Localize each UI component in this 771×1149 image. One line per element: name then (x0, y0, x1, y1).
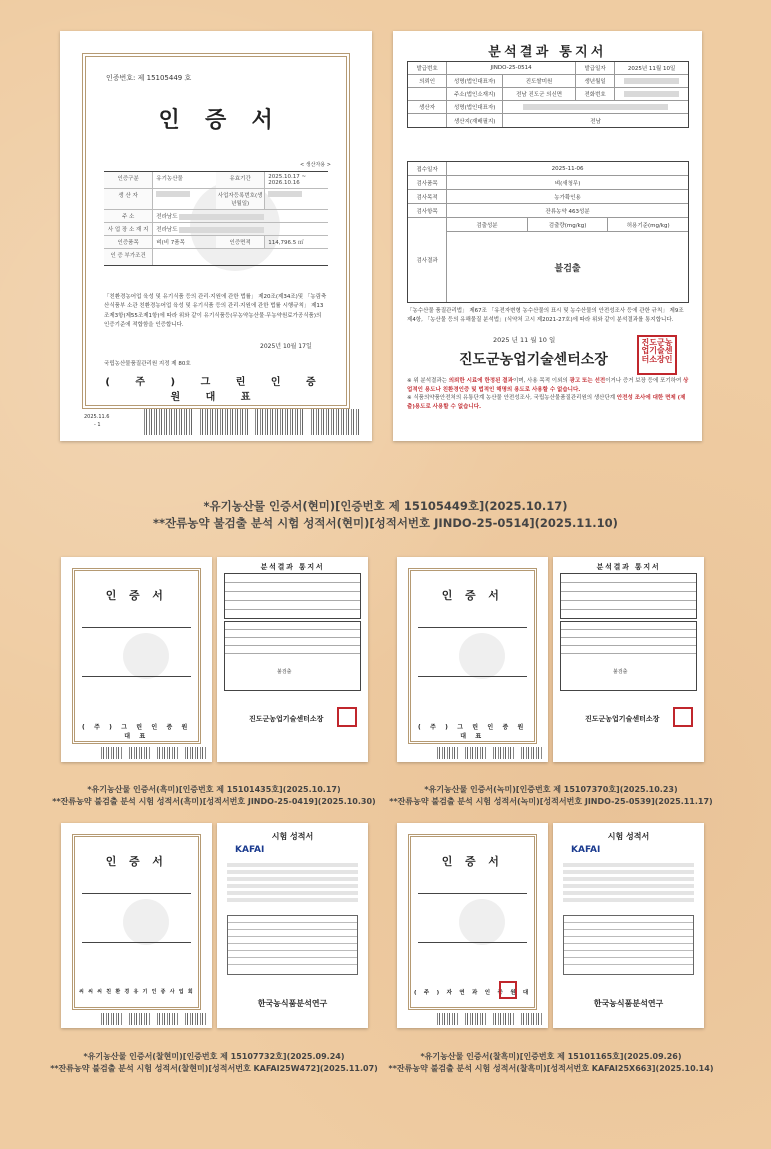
redacted-field (624, 91, 679, 97)
thumb-certificate-chalhyeonmi: 인 증 서 씨 씨 씨 친 환 경 유 기 인 증 사 업 회 (61, 823, 212, 1028)
thumb-certificate-heukmi: 인 증 서 ( 주 ) 그 린 인 증 원 대 표 (61, 557, 212, 762)
table-row: 인증품목 벼(비 7품목 인증면적 114,796.5 ㎡ (104, 236, 328, 249)
redacted-field (179, 214, 263, 220)
caption-heukmi-2: **잔류농약 불검출 분석 시험 성적서(흑미)[성적서번호 JINDO-25-0419](2025.10.30) (52, 797, 376, 806)
thumb-report-nokmi: 분석결과 통지서 불검출 진도군농업기술센터소장 (553, 557, 704, 762)
table-row: 인증구분 유기농산물 유효기간 2025.10.17 ~ 2026.10.16 (104, 172, 328, 189)
certificate-date: 2025년 10월 17일 (260, 343, 312, 350)
thumb-certificate-nokmi: 인 증 서 ( 주 ) 그 린 인 증 원 대 표 (397, 557, 548, 762)
thumb-certificate-chalheukmi: 인 증 서 ( 주 ) 자 연 과 인 증 원 대 (397, 823, 548, 1028)
main-analysis-report (393, 31, 702, 441)
law-text: 「농수산물 품질관리법」 제67조 「유전자변형 농수산물의 표시 및 농수산물의 안전성조사 등에 관한 규칙」 제9조 제4항, 「농산물 등의 유해물질 분석법」(식약처 고시 제2021-27호)에 따라 위와 같이 분석결과를 통지합니다. (407, 308, 684, 323)
red-stamp (499, 981, 517, 999)
result-value: 불검출 (554, 263, 581, 274)
certificate-title: 인 증 서 (158, 107, 282, 133)
report-header-table: 발급번호 JINDO-25-0514 발급일자 2025년 11월 10일 의뢰인 성명(법인대표자) 진도쌀미원 생년월일 주소(법인소재지) 전남 진도군 의신면 전화번호 생산자 성명(법인대표자) 생산지(재배필지) 전남 (407, 61, 689, 128)
barcode-strip (144, 409, 360, 435)
redacted-field (624, 78, 679, 84)
kafai-logo: KAFAI (235, 845, 265, 855)
thumb-kafai-report-chalheukmi: 시험 성적서 KAFAI 한국농식품분석연구 (553, 823, 704, 1028)
table-row: 사 업 장 소 재 지 전라남도 (104, 223, 328, 236)
official-red-stamp: 진도군농업기술센터소장인 (637, 335, 677, 375)
report-signer: 진도군농업기술센터소장 (459, 352, 608, 368)
certificate-table (104, 171, 328, 266)
kafai-logo: KAFAI (571, 845, 601, 855)
caption-heukmi-1: *유기농산물 인증서(흑미)[인증번호 제 15101435호](2025.10.17) (87, 785, 341, 794)
redacted-field (523, 104, 668, 110)
certifier-name: ( 주 ) 그 린 인 증 원 대 표 (105, 377, 327, 403)
main-organic-certificate (60, 31, 372, 441)
report-date: 2025 년 11 월 10 일 (493, 336, 556, 344)
red-stamp (337, 707, 357, 727)
caption-chalheukmi-2: **잔류농약 불검출 분석 시험 성적서(찰흑미)[성적서번호 KAFAI25X663](2025.10.14) (388, 1064, 714, 1073)
report-result-table: 접수일자 2025-11-06 검사품목 벼(새청무) 검사목적 농가확인용 검사항목 잔류농약 463성분 검사결과 검출성분 검출량(mg/kg) 허용기준(mg/kg) 불검출 (407, 161, 689, 303)
caption-chalhyeonmi-1: *유기농산물 인증서(찰현미)[인증번호 제 15107732호](2025.09.24) (83, 1052, 345, 1061)
footer-page: - 1 (94, 422, 101, 428)
certificate-designation: 국립농산물품질관리원 지정 제 80호 (104, 361, 191, 367)
caption-nokmi-2: **잔류농약 불검출 분석 시험 성적서(녹미)[성적서번호 JINDO-25-0539](2025.11.17) (389, 797, 713, 806)
caption-chalheukmi-1: *유기농산물 인증서(찰흑미)[인증번호 제 15101165호](2025.09.26) (420, 1052, 682, 1061)
main-caption-1: *유기농산물 인증서(현미)[인증번호 제 15105449호](2025.10.17) (203, 499, 568, 513)
report-notes: ※ 위 분석결과는 의뢰한 시료에 한정된 결과이며, 사용 목적 이외의 광고 또는 선전이거나 증거 보장 등에 포기하여 상업적인 용도나 친환경인증 및 법적인 해명의 용도로 사용할 수 없습니다. ※ 식품의약품안전처의 유통단계 농산물 안전성조사, 국립농산물품질관리원의 생산단계 안전성 조사에 대한 면제 (제출)용도로 사용할 수 없습니다. (407, 378, 689, 410)
main-caption-2: **잔류농약 불검출 분석 시험 성적서(현미)[성적서번호 JINDO-25-0514](2025.11.10) (153, 516, 618, 530)
thumb-report-heukmi: 분석결과 통지서 불검출 진도군농업기술센터소장 (217, 557, 368, 762)
report-title: 분석결과 통지서 (488, 45, 607, 60)
red-stamp (673, 707, 693, 727)
redacted-field (156, 191, 190, 197)
caption-chalhyeonmi-2: **잔류농약 불검출 분석 시험 성적서(찰현미)[성적서번호 KAFAI25W472](2025.11.07) (50, 1064, 378, 1073)
footer-date: 2025.11.6 (84, 414, 110, 420)
certificate-number: 인증번호: 제 15105449 호 (106, 74, 192, 82)
redacted-field (179, 227, 263, 233)
certificate-body-text: 「친환경농어업 육성 및 유기식품 등의 관리·지원에 관한 법률」 제20조(제34조)및 「농림축산식품부 소관 친환경농어업 육성 및 유기식품 등의 관리·지원에 관한 법률 시행규칙」 제13조제3항(제55조제1항)에 따라 위와 같이 유기식품등(무농약농산물·무농약원료가공식품)의 인증기준에 적합함을 인증합니다. (104, 294, 327, 329)
table-row: 인 증 부가조건 (104, 249, 328, 265)
table-row: 생 산 자 사업자등록번호(생년월일) (104, 189, 328, 210)
thumb-kafai-report-chalhyeonmi: 시험 성적서 KAFAI 한국농식품분석연구 (217, 823, 368, 1028)
redacted-field (268, 191, 302, 197)
caption-nokmi-1: *유기농산물 인증서(녹미)[인증번호 제 15107370호](2025.10.23) (424, 785, 678, 794)
table-row: 주 소 전라남도 (104, 210, 328, 223)
certificate-status: < 생산자용 > (300, 162, 331, 168)
